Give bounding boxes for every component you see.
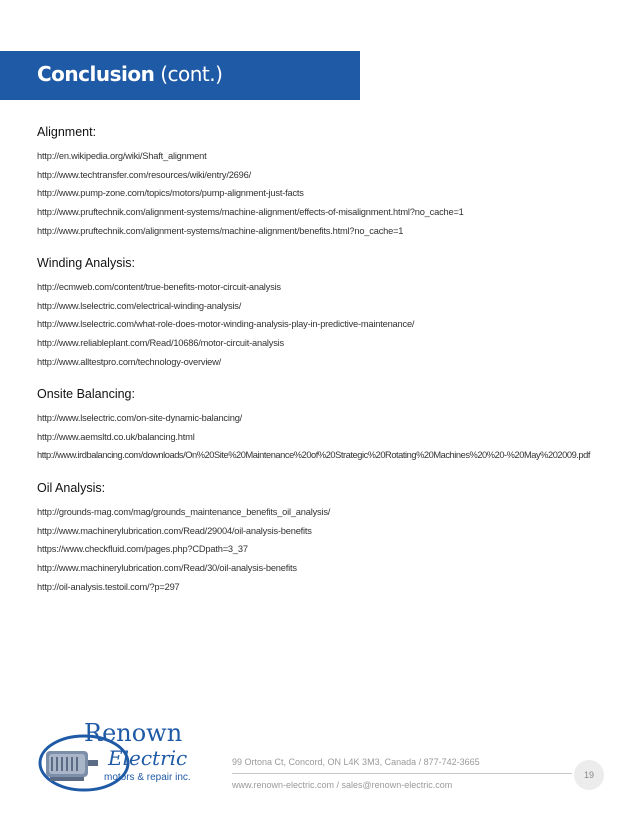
section-winding-analysis — [37, 255, 414, 371]
reference-link[interactable]: http://www.lselectric.com/on-site-dynamic-balancing/ — [37, 413, 243, 423]
page-title-main: Conclusion — [37, 62, 155, 86]
page-title — [37, 62, 222, 86]
motor-graphic-icon — [46, 751, 98, 781]
reference-link[interactable]: http://oil-analysis.testoil.com/?p=297 — [37, 581, 180, 592]
reference-link[interactable]: http://en.wikipedia.org/wiki/Shaft_alignment — [37, 151, 207, 161]
footer-divider — [232, 773, 572, 774]
section-oil-analysis — [37, 480, 330, 596]
reference-link[interactable]: http://www.reliableplant.com/Read/10686/motor-circuit-analysis — [37, 338, 284, 349]
reference-link[interactable]: http://www.machinerylubrication.com/Read/29004/oil-analysis-benefits — [37, 525, 312, 536]
footer-contact[interactable]: www.renown-electric.com / sales@renown-electric.com — [232, 780, 453, 790]
reference-link[interactable]: http://www.aemsltd.co.uk/balancing.html — [37, 431, 195, 442]
section-heading: Oil Analysis: — [37, 481, 106, 495]
section-heading: Winding Analysis: — [37, 256, 135, 270]
logo-electric-text: Electric — [108, 746, 188, 770]
reference-link[interactable]: http://grounds-mag.com/mag/grounds_maintenance_benefits_oil_analysis/ — [37, 507, 331, 517]
section-heading: Onsite Balancing: — [37, 387, 135, 401]
section-alignment — [37, 124, 464, 240]
page-number-badge: 19 — [574, 760, 604, 790]
logo-tagline-text: motors & repair inc. — [104, 772, 191, 783]
reference-link[interactable]: http://www.pruftechnik.com/alignment-systems/machine-alignment/effects-of-misalignment.html?no_cache=1 — [37, 207, 464, 218]
reference-link[interactable]: http://www.pump-zone.com/topics/motors/pump-alignment-just-facts — [37, 188, 304, 199]
page-title-suffix: (cont.) — [160, 62, 223, 86]
reference-link[interactable]: http://www.irdbalancing.com/downloads/On%20Site%20Maintenance%20of%20Strategic%20Rotating%20Machines%20%20-%20May%202009.pdf — [37, 450, 591, 461]
reference-link[interactable]: http://ecmweb.com/content/true-benefits-motor-circuit-analysis — [37, 282, 281, 292]
reference-link[interactable]: http://www.pruftechnik.com/alignment-systems/machine-alignment/benefits.html?no_cache=1 — [37, 225, 404, 236]
reference-link[interactable]: http://www.lselectric.com/electrical-winding-analysis/ — [37, 300, 242, 311]
section-onsite-balancing — [37, 386, 590, 465]
footer-address: 99 Ortona Ct, Concord, ON L4K 3M3, Canada / 877-742-3665 — [232, 757, 480, 767]
logo-renown-text: Renown — [84, 719, 183, 747]
renown-electric-logo — [36, 717, 222, 793]
reference-link[interactable]: http://www.techtransfer.com/resources/wiki/entry/2696/ — [37, 169, 251, 180]
reference-link[interactable]: http://www.machinerylubrication.com/Read/30/oil-analysis-benefits — [37, 563, 297, 574]
reference-link[interactable]: http://www.lselectric.com/what-role-does-motor-winding-analysis-play-in-predictive-maintenance/ — [37, 319, 415, 330]
section-heading: Alignment: — [37, 125, 97, 139]
reference-link[interactable]: https://www.checkfluid.com/pages.php?CDpath=3_37 — [37, 544, 248, 555]
reference-link[interactable]: http://www.alltestpro.com/technology-overview/ — [37, 356, 222, 367]
